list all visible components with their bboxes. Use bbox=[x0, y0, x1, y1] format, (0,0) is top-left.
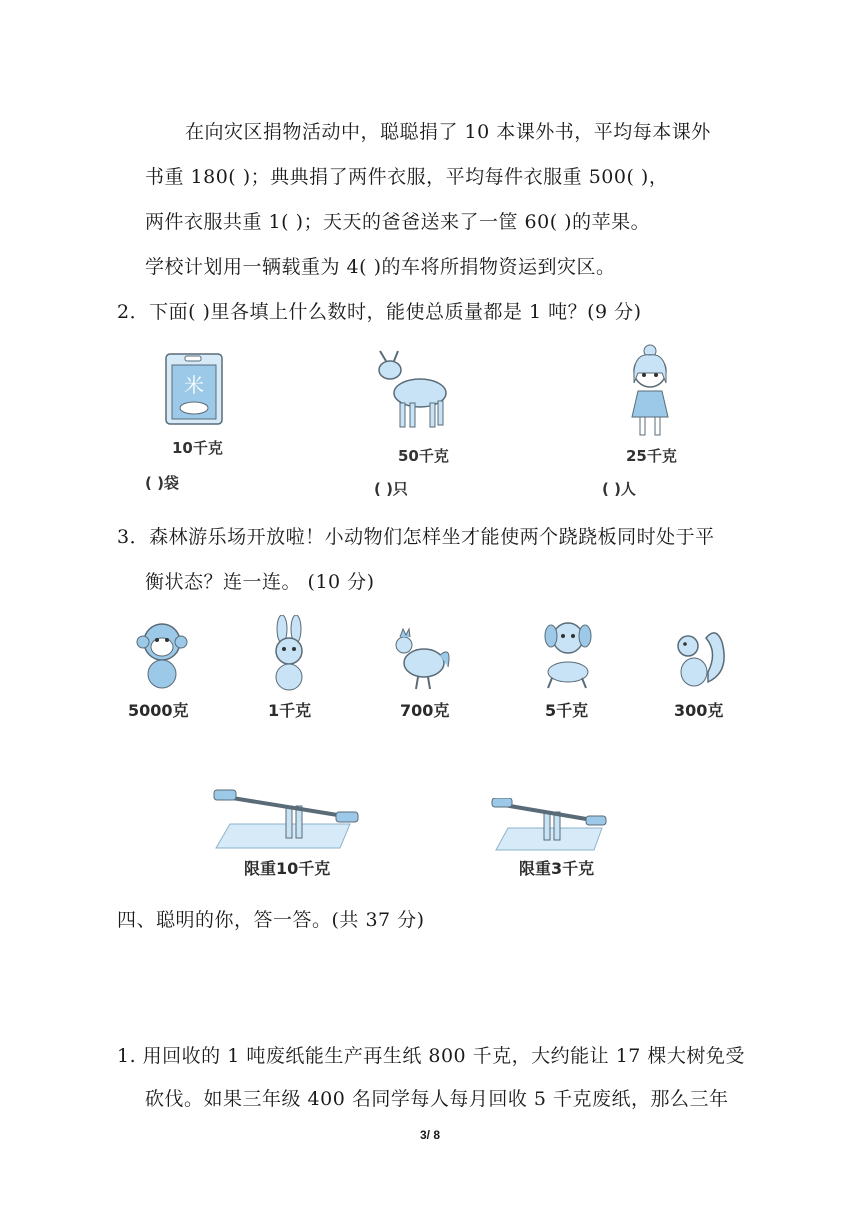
paragraph-line-4: 学校计划用一辆载重为 4( )的车将所捐物资运到灾区。 bbox=[145, 256, 616, 278]
question-2-title: 2．下面( )里各填上什么数时，能使总质量都是 1 吨？(9 分) bbox=[117, 301, 642, 323]
rabbit-icon bbox=[266, 615, 312, 693]
girl-blank: ( )人 bbox=[602, 480, 636, 498]
rooster-icon bbox=[390, 625, 454, 691]
section-4-title: 四、聪明的你，答一答。(共 37 分) bbox=[117, 909, 425, 931]
rice-bag-icon bbox=[163, 350, 225, 428]
question-3-title-line-1: 3．森林游乐场开放啦！小动物们怎样坐才能使两个跷跷板同时处于平 bbox=[117, 526, 715, 548]
paragraph-line-1: 在向灾区捐物活动中，聪聪捐了 10 本课外书，平均每本课外 bbox=[185, 121, 711, 143]
paragraph-line-2: 书重 180( )；典典捐了两件衣服，平均每件衣服重 500( )， bbox=[145, 166, 669, 188]
rice-bag-weight: 10千克 bbox=[172, 439, 223, 457]
squirrel-icon bbox=[672, 622, 728, 692]
girl-weight: 25千克 bbox=[626, 447, 677, 465]
question-4-1-line-1: 1. 用回收的 1 吨废纸能生产再生纸 800 千克，大约能让 17 棵大树免受 bbox=[117, 1045, 745, 1067]
rooster-weight: 700克 bbox=[400, 701, 450, 720]
question-4-1-line-2: 砍伐。如果三年级 400 名同学每人每月回收 5 千克废纸，那么三年 bbox=[145, 1088, 729, 1110]
page-number: 3/ 8 bbox=[419, 1128, 440, 1142]
paragraph-line-3: 两件衣服共重 1( )；天天的爸爸送来了一筐 60( )的苹果。 bbox=[145, 211, 651, 233]
rice-bag-blank: ( )袋 bbox=[145, 474, 179, 492]
svg-text:米: 米 bbox=[184, 373, 204, 397]
goat-icon bbox=[370, 345, 460, 435]
puppy-icon bbox=[538, 616, 598, 692]
seesaw-icon bbox=[490, 798, 608, 852]
puppy-weight: 5千克 bbox=[545, 701, 589, 720]
seesaw-icon bbox=[210, 788, 360, 850]
monkey-weight: 5000克 bbox=[128, 701, 189, 720]
rabbit-weight: 1千克 bbox=[268, 701, 312, 720]
goat-blank: ( )只 bbox=[374, 480, 408, 498]
monkey-icon bbox=[134, 618, 190, 692]
goat-weight: 50千克 bbox=[398, 447, 449, 465]
squirrel-weight: 300克 bbox=[674, 701, 724, 720]
question-3-title-line-2: 衡状态？连一连。 (10 分) bbox=[145, 571, 375, 593]
seesaw-1-label: 限重10千克 bbox=[244, 859, 331, 878]
girl-icon bbox=[622, 343, 678, 443]
seesaw-2-label: 限重3千克 bbox=[519, 859, 595, 878]
